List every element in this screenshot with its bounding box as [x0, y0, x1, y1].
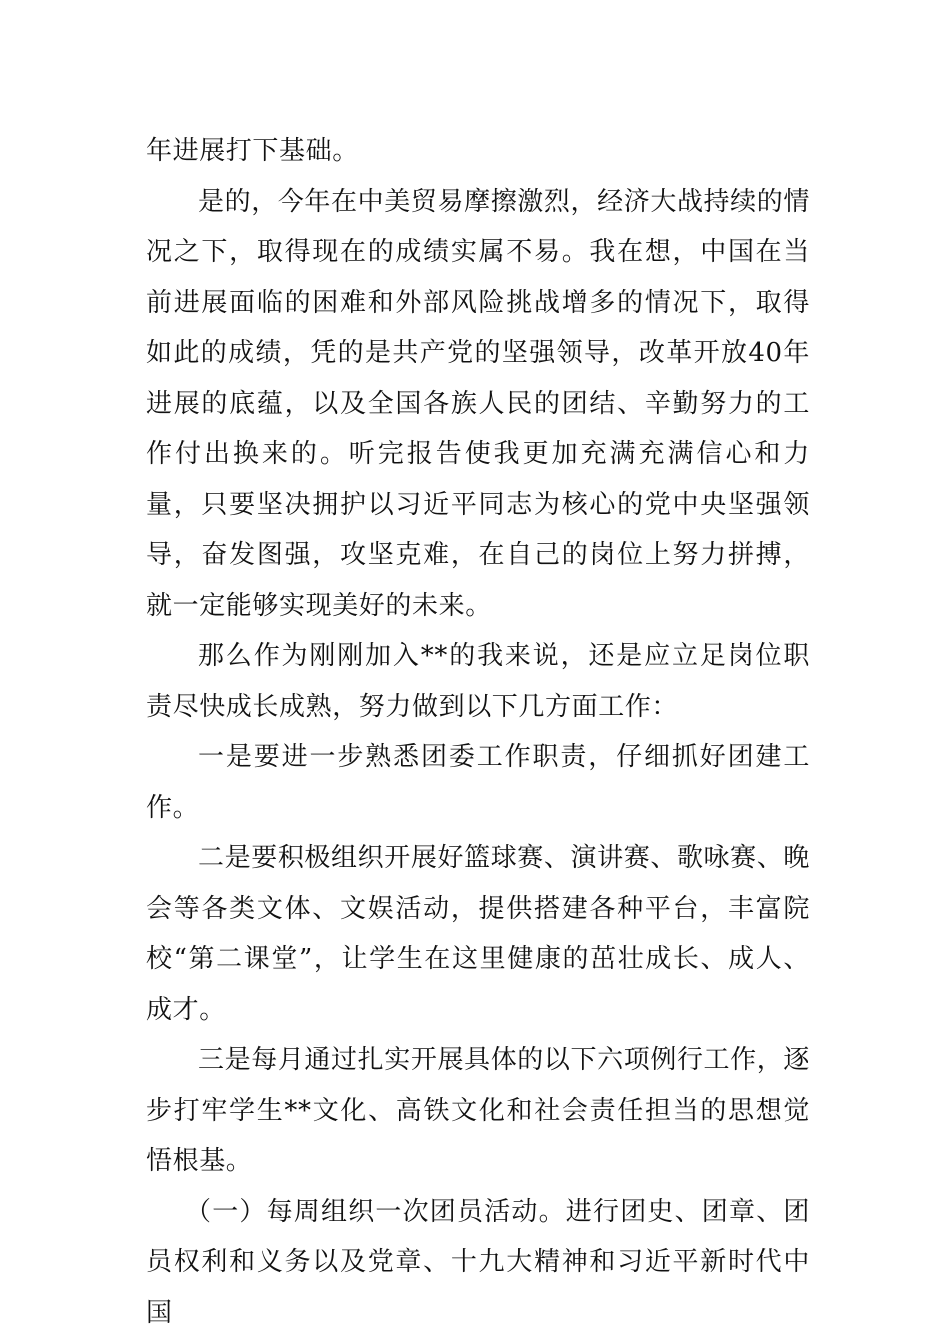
- paragraph-achievements: 是的，今年在中美贸易摩擦激烈，经济大战持续的情况之下，取得现在的成绩实属不易。我在想，中国在当前进展面临的困难和外部风险挑战增多的情况下，取得如此的成绩，凭的是共产党的坚强领导，改革开放40年进展的底蕴，以及全国各族人民的团结、辛勤努力的工作付出换来的。听完报告使我更加充满充满信心和力量，只要坚决拥护以习近平同志为核心的党中央坚强领导，奋发图强，攻坚克难，在自己的岗位上努力拼搏，就一定能够实现美好的未来。: [146, 186, 810, 621]
- paragraph-item-two: 二是要积极组织开展好篮球赛、演讲赛、歌咏赛、晚会等各类文体、文娱活动，提供搭建各种平台，丰富院校“第二课堂”，让学生在这里健康的茁壮成长、成人、成才。: [146, 843, 810, 1025]
- paragraph-continued: 年进展打下基础。: [146, 136, 359, 166]
- paragraph-item-one: 一是要进一步熟悉团委工作职责，仔细抓好团建工作。: [146, 742, 810, 823]
- paragraph-subitem-one: （一）每周组织一次团员活动。进行团史、团章、团员权利和义务以及党章、十九大精神和习近平新时代中国: [146, 1196, 810, 1328]
- document-body: [146, 126, 810, 1338]
- paragraph-item-three: 三是每月通过扎实开展具体的以下六项例行工作，逐步打牢学生**文化、高铁文化和社会责任担当的思想觉悟根基。: [146, 1045, 810, 1176]
- paragraph-work-intro: 那么作为刚刚加入**的我来说，还是应立足岗位职责尽快成长成熟，努力做到以下几方面工作：: [146, 641, 810, 722]
